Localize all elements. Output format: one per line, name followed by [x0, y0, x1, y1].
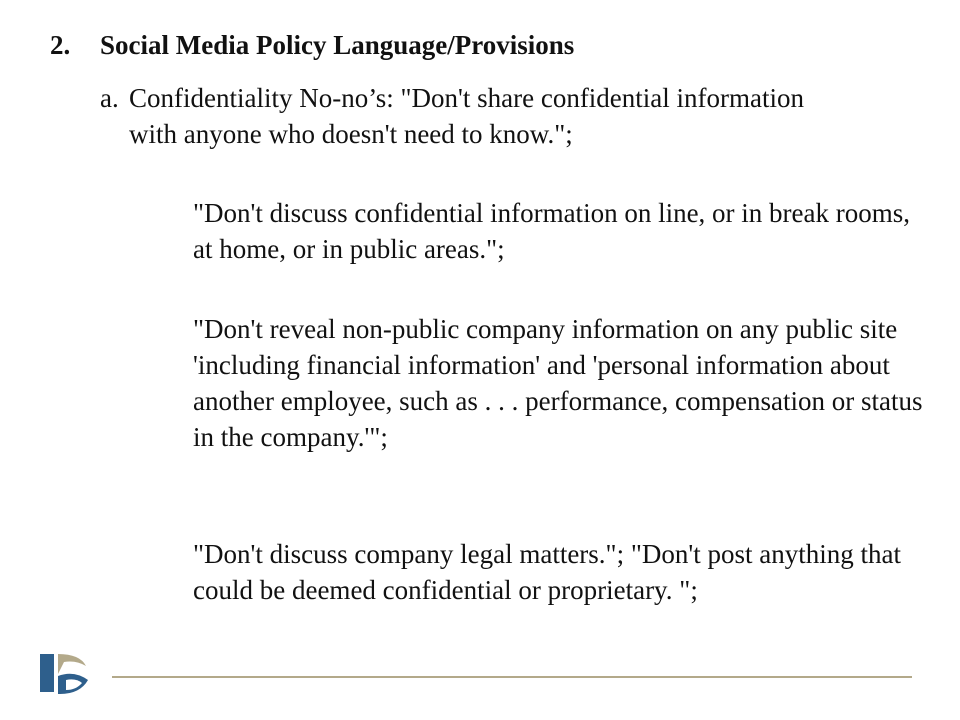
subpoint-a	[100, 80, 820, 152]
footer-divider	[112, 676, 912, 678]
subpoint-marker: a.	[100, 83, 119, 113]
policy-quote-2: "Don't reveal non-public company information on any public site 'including financial information' and 'personal information about another employee, such as . . . performance, compensation or status in the company.'";	[193, 314, 923, 452]
section-heading	[50, 30, 574, 61]
policy-quote-1: "Don't discuss confidential information on line, or in break rooms, at home, or in public areas.";	[193, 198, 911, 264]
subpoint-text: Confidentiality No-no’s: "Don't share confidential information with anyone who doesn't need to know.";	[129, 83, 804, 149]
company-logo-icon	[36, 650, 92, 696]
policy-quote-3: "Don't discuss company legal matters."; "Don't post anything that could be deemed confidential or proprietary. ";	[193, 539, 901, 605]
heading-number: 2.	[50, 30, 71, 60]
heading-title: Social Media Policy Language/Provisions	[100, 30, 575, 60]
